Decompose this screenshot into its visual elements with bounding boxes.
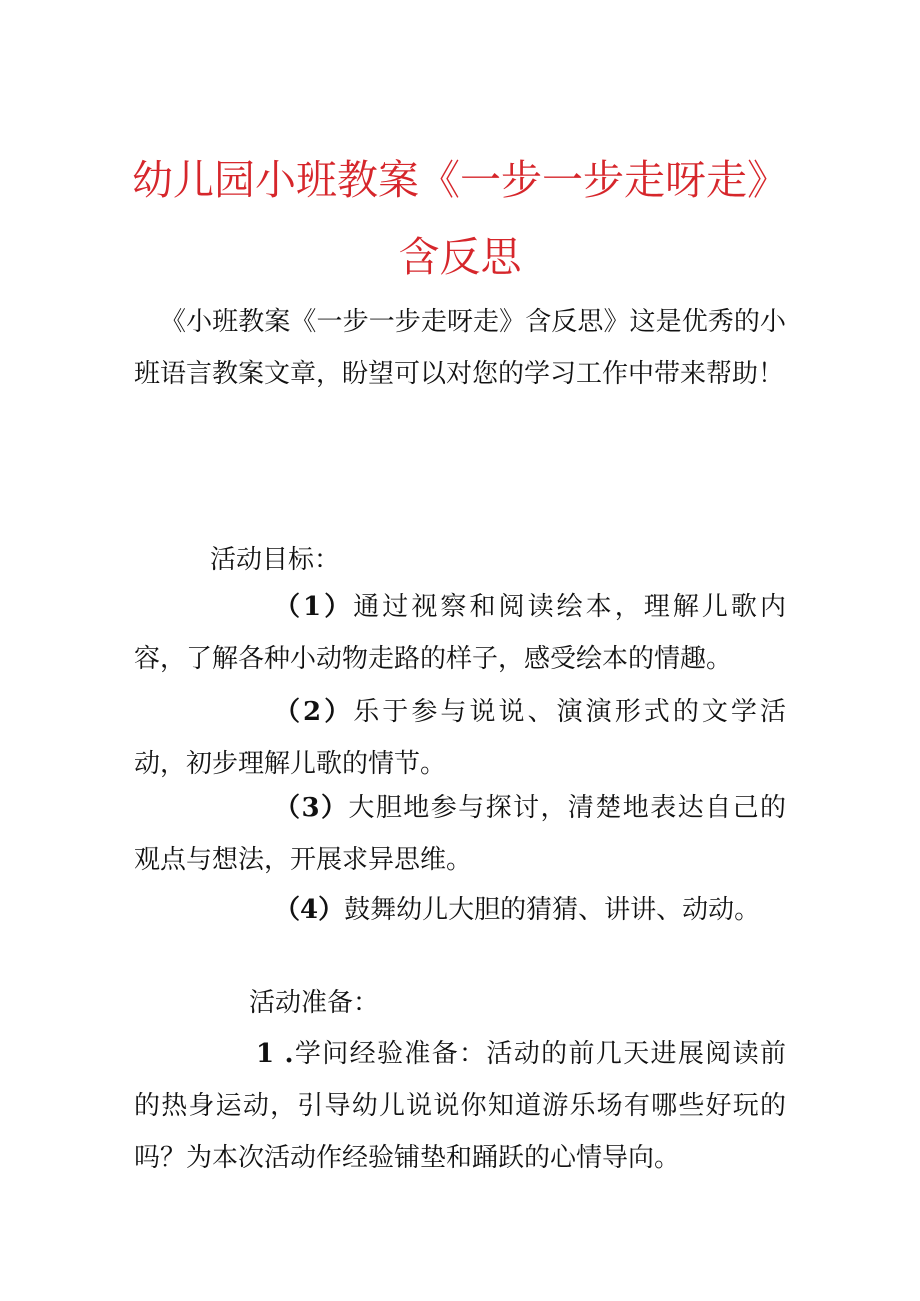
goal-number-2: （2） (274, 697, 354, 727)
document-title-line-1: 幼儿园小班教案《一步一步走呀走》 (132, 156, 788, 204)
goal-item-3 (134, 782, 786, 886)
goal-number-3: （3） (274, 793, 349, 823)
goal-item-1 (134, 581, 786, 685)
goal-number-1: （1） (274, 592, 354, 622)
goal-item-2 (134, 686, 786, 790)
goal-text-4: 鼓舞幼儿大胆的猜猜、讲讲、动动。 (344, 895, 761, 925)
goals-heading: 活动目标： (210, 545, 341, 575)
intro-paragraph: 《小班教案《一步一步走呀走》含反思》这是优秀的小班语言教案文章，盼望可以对您的学习工作中带来帮助！ (134, 307, 786, 389)
document-title-line-2: 含反思 (398, 233, 522, 281)
preparation-number-1: 1 . (256, 1039, 294, 1069)
goal-text-2: 乐于参与说说、演演形式的文学活动，初步理解儿歌的情节。 (134, 697, 786, 779)
preparation-heading: 活动准备： (249, 988, 380, 1018)
goal-text-1: 通过视察和阅读绘本，理解儿歌内容，了解各种小动物走路的样子，感受绘本的情趣。 (134, 592, 786, 674)
goal-text-3: 大胆地参与探讨，清楚地表达自己的观点与想法，开展求异思维。 (134, 793, 786, 875)
goal-number-4: （4） (274, 895, 345, 925)
preparation-item-1 (134, 1028, 786, 1184)
goal-item-4 (134, 884, 786, 936)
preparation-text-1: 学问经验准备：活动的前几天进展阅读前的热身运动，引导幼儿说说你知道游乐场有哪些好玩的吗？为本次活动作经验铺垫和踊跃的心情导向。 (134, 1039, 786, 1173)
